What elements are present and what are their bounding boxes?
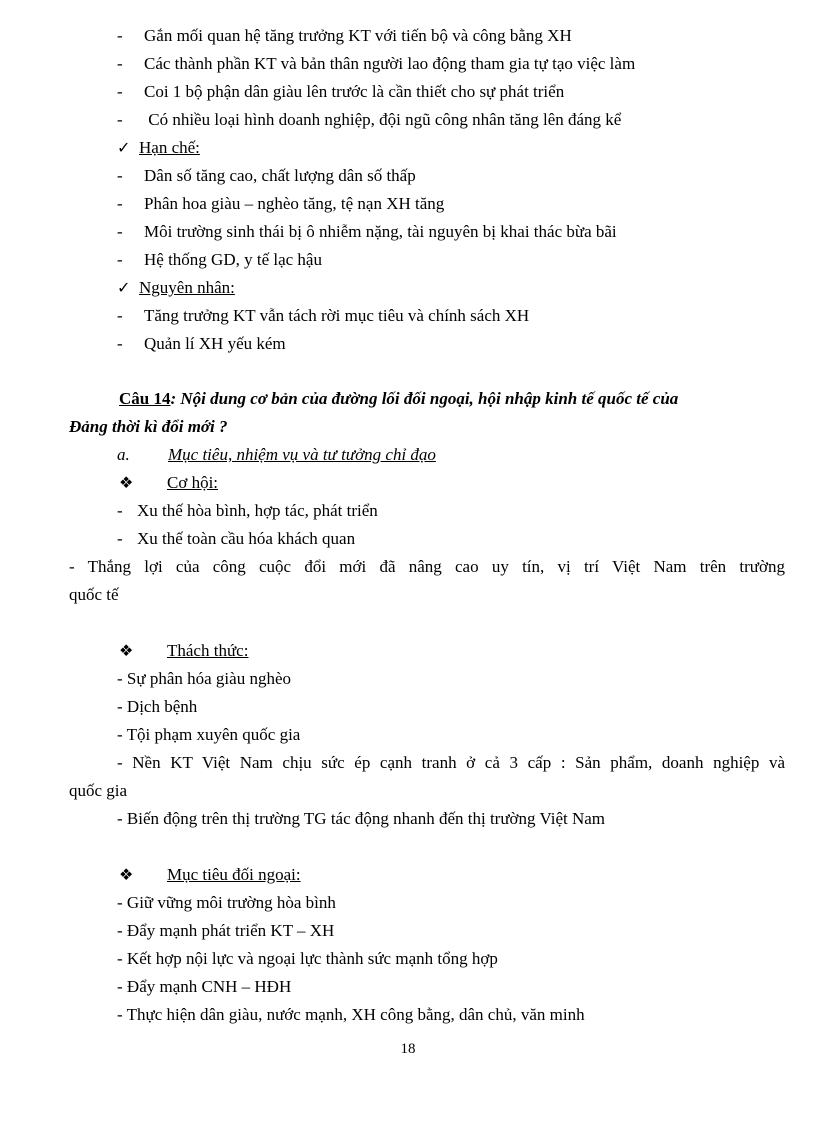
list-item: - Coi 1 bộ phận dân giàu lên trước là cần thiết cho sự phát triển	[117, 82, 565, 101]
list-item: - Sự phân hóa giàu nghèo	[117, 669, 291, 688]
dash-bullet: -	[117, 166, 123, 185]
checkmark-icon: ✓	[117, 278, 131, 297]
dash-bullet: -	[117, 194, 123, 213]
list-item: - Đẩy mạnh phát triển KT – XH	[117, 921, 335, 940]
checkmark-icon: ✓	[117, 138, 131, 157]
list-item-long-line1: - Thắng lợi của công cuộc đổi mới đã nâng cao uy tín, vị trí Việt Nam trên trường	[69, 557, 785, 576]
causes-heading: ✓ Nguyên nhân:	[117, 278, 235, 297]
list-item: - Quản lí XH yếu kém	[117, 334, 286, 353]
list-item: - Xu thế hòa bình, hợp tác, phát triển	[117, 501, 378, 520]
list-item: - Dân số tăng cao, chất lượng dân số thấp	[117, 166, 416, 185]
dash-bullet: -	[117, 501, 123, 520]
list-item: - Có nhiều loại hình doanh nghiệp, đội ngũ công nhân tăng lên đáng kể	[117, 110, 622, 129]
limitations-heading: ✓ Hạn chế:	[117, 138, 200, 157]
list-item: - Xu thế toàn cầu hóa khách quan	[117, 529, 356, 548]
list-item: - Môi trường sinh thái bị ô nhiễm nặng, tài nguyên bị khai thác bừa bãi	[117, 222, 617, 241]
list-item: - Hệ thống GD, y tế lạc hậu	[117, 250, 322, 269]
list-item-long-line2: quốc gia	[69, 781, 128, 800]
list-item: - Giữ vững môi trường hòa bình	[117, 893, 336, 912]
list-item: - Gắn mối quan hệ tăng trưởng KT với tiến bộ và công bằng XH	[117, 26, 572, 45]
list-item: - Dịch bệnh	[117, 697, 198, 716]
question-label: Câu 14	[119, 389, 171, 408]
diamond-bullet-icon: ❖	[119, 473, 134, 492]
dash-bullet: -	[117, 54, 123, 73]
list-item: - Kết hợp nội lực và ngoại lực thành sức mạnh tổng hợp	[117, 949, 498, 968]
dash-bullet: -	[117, 82, 123, 101]
dash-bullet: -	[117, 306, 123, 325]
list-item: - Tăng trưởng KT vẫn tách rời mục tiêu và chính sách XH	[117, 306, 530, 325]
section-a-title: Mục tiêu, nhiệm vụ và tư tưởng chỉ đạo	[168, 445, 436, 464]
dash-bullet: -	[117, 334, 123, 353]
list-item-long-line2: quốc tế	[69, 585, 119, 604]
question-title-line1: Câu 14: Nội dung cơ bản của đường lối đối ngoại, hội nhập kinh tế quốc tế của	[119, 389, 679, 408]
list-item: - Thực hiện dân giàu, nước mạnh, XH công bằng, dân chủ, văn minh	[117, 1005, 585, 1024]
page-number: 18	[400, 1041, 416, 1057]
list-item: - Tội phạm xuyên quốc gia	[117, 725, 301, 744]
dash-bullet: -	[117, 529, 123, 548]
list-item: - Biến động trên thị trường TG tác động nhanh đến thị trường Việt Nam	[117, 809, 606, 828]
dash-bullet: -	[117, 110, 123, 129]
opportunities-heading: ❖ Cơ hội:	[119, 473, 219, 492]
list-item-long-line1: - Nền KT Việt Nam chịu sức ép cạnh tranh ở cả 3 cấp : Sản phẩm, doanh nghiệp và	[117, 753, 785, 772]
dash-bullet: -	[117, 26, 123, 45]
challenges-heading: ❖ Thách thức:	[119, 641, 249, 660]
section-a-marker: a.	[117, 445, 130, 464]
dash-bullet: -	[117, 222, 123, 241]
list-item: - Các thành phần KT và bản thân người lao động tham gia tự tạo việc làm	[117, 54, 636, 73]
list-item: - Phân hoa giàu – nghèo tăng, tệ nạn XH tăng	[117, 194, 445, 213]
foreign-goals-heading: ❖ Mục tiêu đối ngoại:	[119, 865, 301, 884]
diamond-bullet-icon: ❖	[119, 641, 134, 660]
dash-bullet: -	[117, 250, 123, 269]
diamond-bullet-icon: ❖	[119, 865, 134, 884]
question-title-line2: Đảng thời kì đổi mới ?	[69, 417, 228, 436]
list-item: - Đẩy mạnh CNH – HĐH	[117, 977, 292, 996]
